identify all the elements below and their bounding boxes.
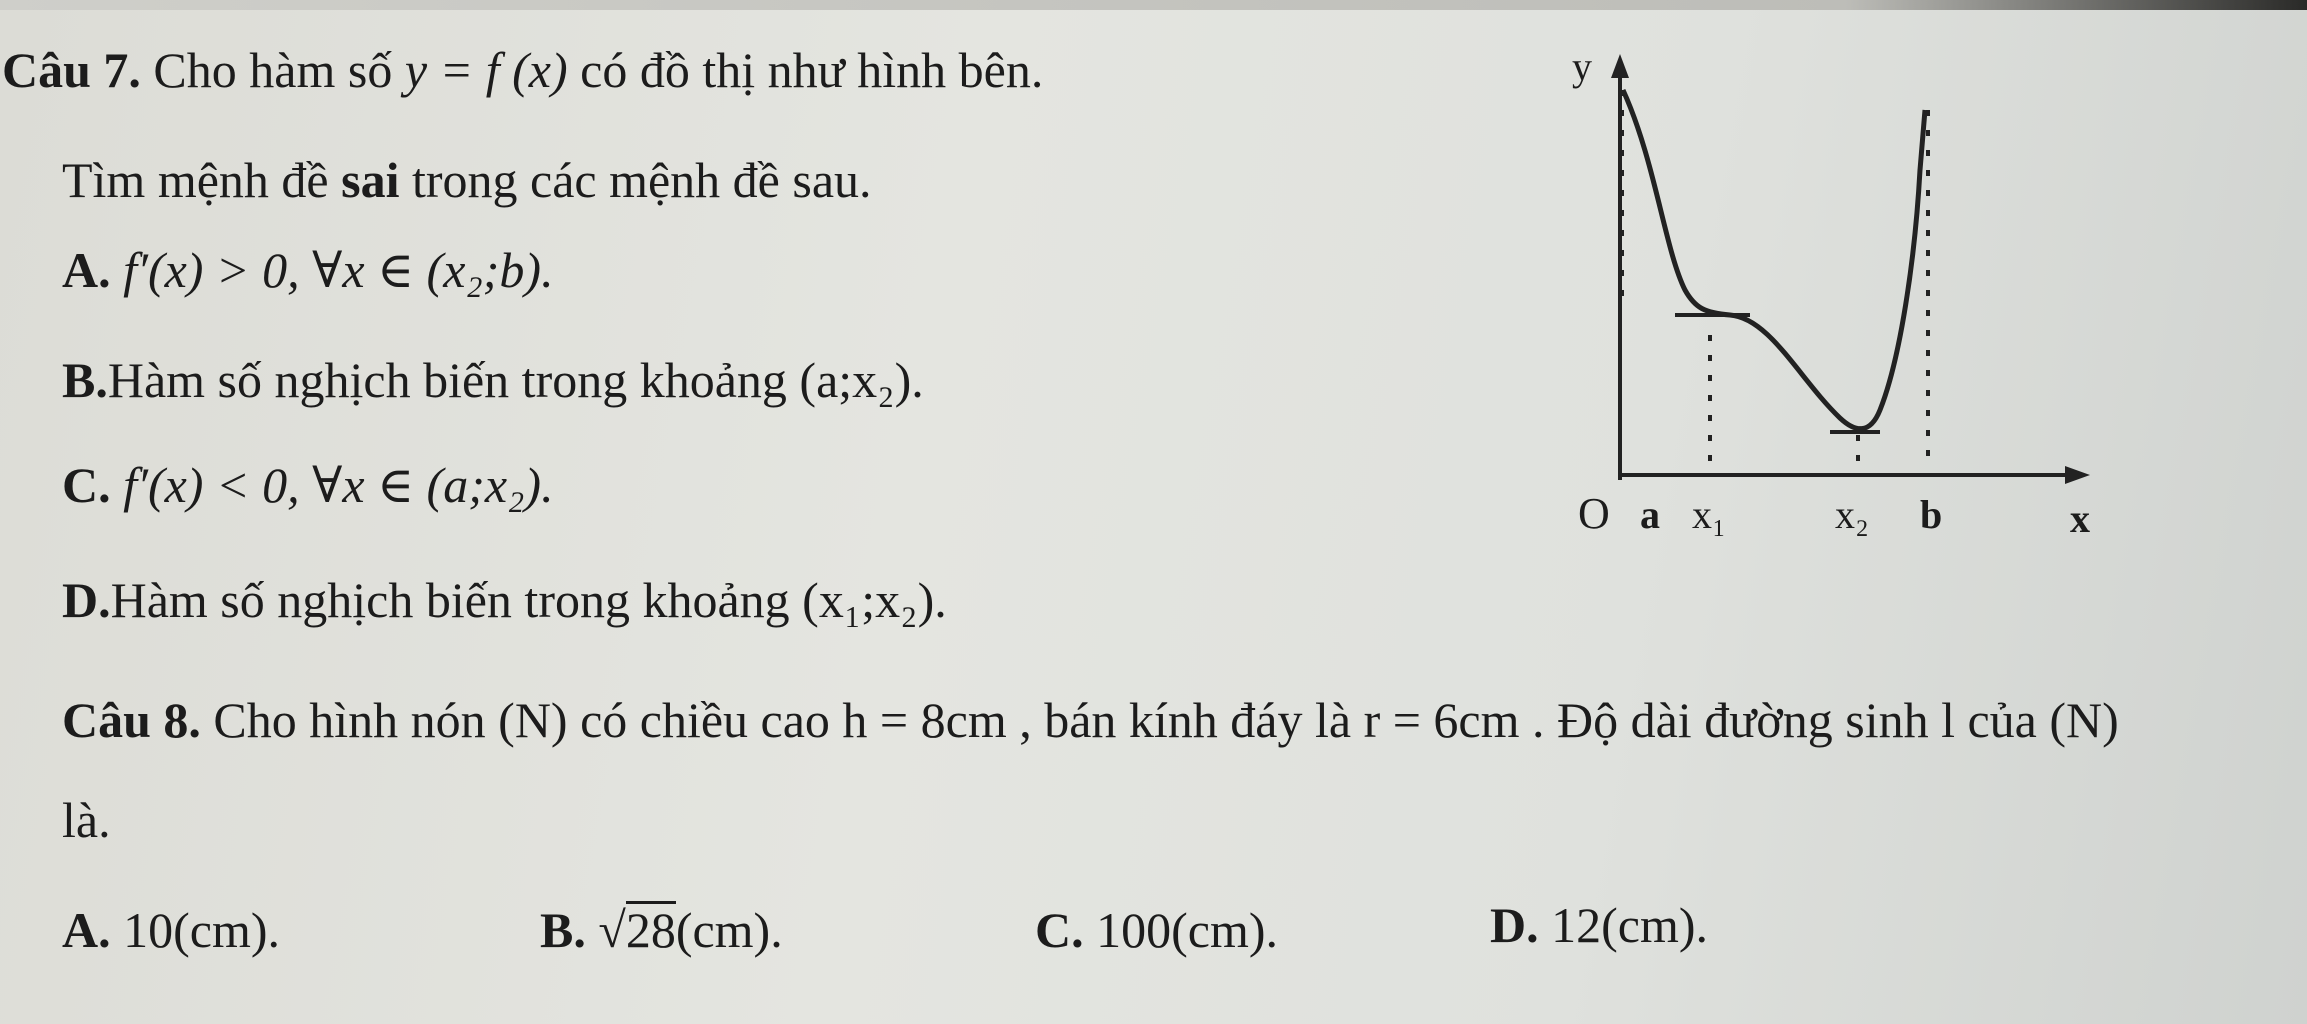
y-axis-label: y [1572,44,1592,89]
q7-option-d-label: D. [62,572,111,628]
q7-prompt [62,150,872,210]
q7-title-text: Cho hàm số [153,42,393,98]
q7-option-b-text: Hàm số nghịch biến trong khoảng (a;x₂). [107,352,924,408]
q7-prompt-post: trong các mệnh đề sau. [411,152,872,208]
q7-option-a-label: A. [62,242,111,298]
q7-option-a-text: f′(x) > 0, ∀x ∈ (x₂;b). [123,242,554,298]
origin-label: O [1578,489,1610,538]
q7-option-b-label: B. [62,352,108,408]
q7-option-b [62,350,924,410]
function-graph [1480,40,2120,560]
tick-label-x2: x₂ [1835,492,1869,537]
q7-option-c [62,455,554,515]
q7-option-a [62,240,554,300]
q8-number: Câu 8. [62,692,201,748]
q8-option-d [1490,895,1708,955]
q8-option-d-label: D. [1490,897,1539,953]
q8-option-b-text: (cm). [675,902,783,958]
q7-option-c-text: f′(x) < 0, ∀x ∈ (a;x₂). [123,457,554,513]
q7-title-math: y = f (x) [404,42,568,98]
q8-text-line1 [62,690,2119,750]
q7-title-suffix: có đồ thị như hình bên. [580,42,1044,98]
tick-label-b: b [1920,492,1943,537]
q8-option-a-label: A. [62,902,111,958]
q8-text: Cho hình nón (N) có chiều cao h = 8cm , bán kính đáy là r = 6cm . Độ dài đường sinh l của (N) [213,692,2119,748]
q8-option-d-text: 12(cm). [1551,897,1708,953]
tick-label-a: a [1640,492,1660,537]
q7-option-d [62,570,947,630]
sqrt-icon: √ [598,902,626,958]
q8-option-b [540,900,783,960]
q8-option-c [1035,900,1278,960]
q8-option-b-label: B. [540,902,586,958]
q8-option-c-label: C. [1035,902,1084,958]
screen-top-edge [0,0,2307,10]
q7-option-c-label: C. [62,457,111,513]
q8-option-b-radicand: 28 [625,902,676,958]
x-axis-label: x [2070,496,2090,541]
tick-label-x1: x₁ [1692,492,1726,537]
q8-option-a [62,900,280,960]
q7-number: Câu 7. [2,42,141,98]
q8-option-a-text: 10(cm). [123,902,280,958]
q7-title [2,40,1043,100]
x-axis-arrow-icon [2065,466,2090,484]
y-axis-arrow-icon [1611,54,1629,78]
q8-text-line2: là. [62,792,111,848]
q7-prompt-bold: sai [341,152,400,208]
q7-option-d-text: Hàm số nghịch biến trong khoảng (x₁;x₂). [110,572,947,628]
q7-prompt-pre: Tìm mệnh đề [62,152,329,208]
function-curve [1623,90,1925,429]
q8-option-c-text: 100(cm). [1096,902,1278,958]
